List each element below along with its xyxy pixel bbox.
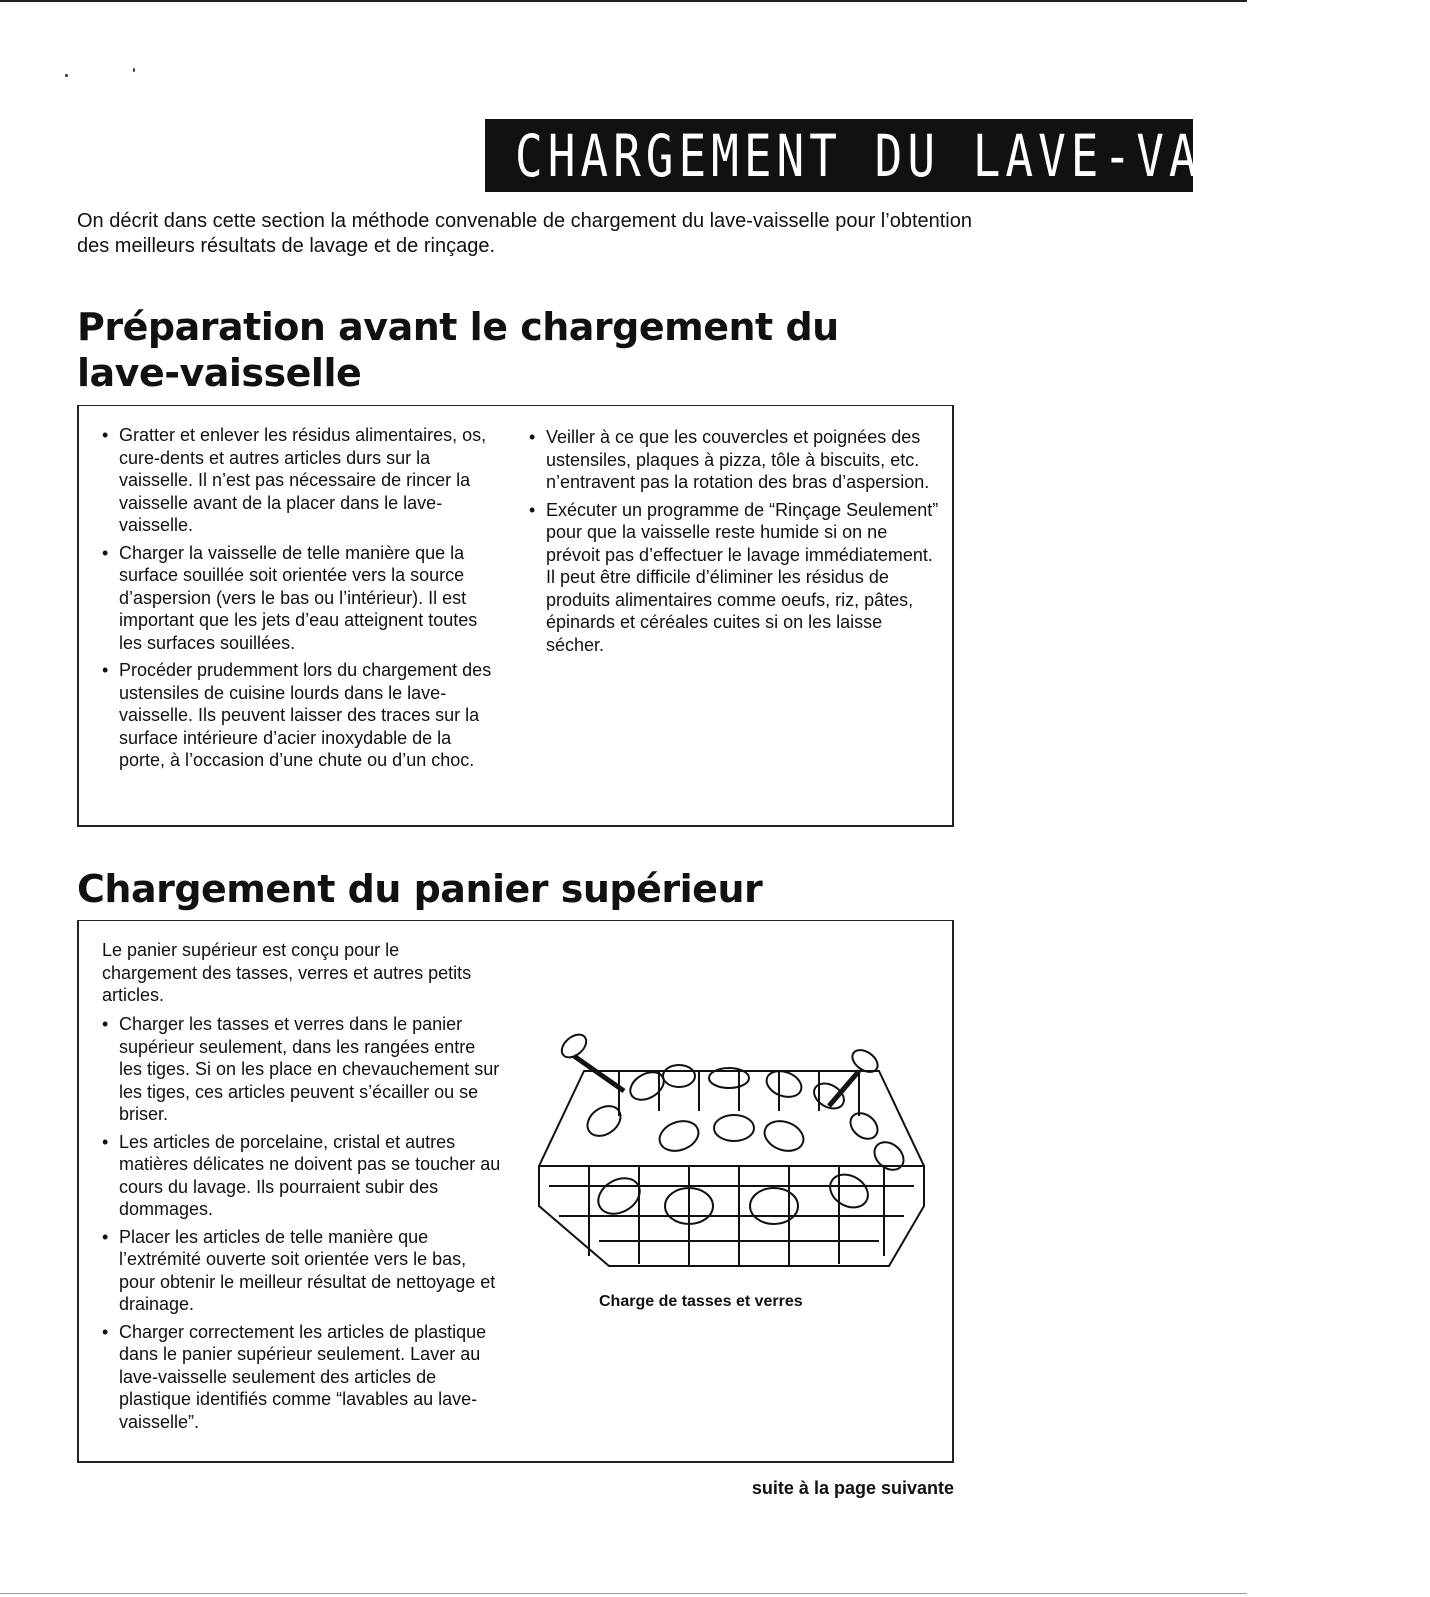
section-title: CHARGEMENT DU LAVE-VAISSELLE [515, 121, 1430, 190]
list-item-text: Exécuter un programme de “Rinçage Seulement” pour que la vaisselle reste humide si on ne prévoit pas d’effectuer le lavage immédiatement. Il peut être difficile d’éliminer les résidus de produits alimentaires comme oeufs, riz, pâtes, épinards et céréales cuites si on les laisse sécher. [546, 499, 939, 655]
list-item [102, 1226, 502, 1316]
bullet-icon: • [529, 499, 536, 520]
preparation-heading: Préparation avant le chargement du lave-vaisselle [77, 305, 839, 395]
bullet-icon: • [102, 660, 109, 680]
list-item [102, 424, 502, 537]
rack-frame [539, 1071, 924, 1266]
upper-rack-intro: Le panier supérieur est conçu pour le chargement des tasses, verres et autres petits articles. [102, 940, 472, 1005]
list-item [102, 1013, 502, 1126]
bullet-icon: • [102, 425, 109, 445]
preparation-box [77, 405, 954, 827]
bottom-border [0, 1593, 1247, 1594]
list-item-text: Charger correctement les articles de plastique dans le panier supérieur seulement. Laver au lave-vaisselle seulement des articles de plastique identifiés comme “lavables au lave-vaisselle”. [119, 1321, 487, 1432]
upper-rack-heading: Chargement du panier supérieur [77, 867, 763, 911]
section-header-bar [485, 119, 1430, 192]
list-item [102, 1321, 502, 1434]
list-item-text: Gratter et enlever les résidus alimentaires, os, cure-dents et autres articles durs sur la vaisselle. Il n’est pas nécessaire de rincer la vaisselle avant de la placer dans le lave-vaisselle. [119, 425, 487, 535]
list-item-text: Charger les tasses et verres dans le panier supérieur seulement, dans les rangées entre les tiges. Si on les place en chevauchement sur les tiges, ces articles peuvent s’écailler ou se briser. [119, 1014, 500, 1124]
bullet-icon: • [102, 1014, 109, 1034]
list-item-text: Charger la vaisselle de telle manière que la surface souillée soit orientée vers la source d’aspersion (vers le bas ou l’intérieur). Il est important que les jets d’eau atteignent toutes les surfaces souillées. [119, 542, 478, 653]
illustration-caption: Charge de tasses et verres [599, 1293, 803, 1310]
list-item-text: Procéder prudemment lors du chargement des ustensiles de cuisine lourds dans le lave-vaisselle. Ils peuvent laisser des traces sur la surface intérieure d’acier inoxydable de la porte, à l’occasion d’une chute ou d’un choc. [119, 660, 492, 770]
bullet-icon: • [102, 542, 109, 563]
top-border [0, 0, 1247, 2]
list-item-text: Placer les articles de telle manière que l’extrémité ouverte soit orientée vers le bas, pour obtenir le meilleur résultat de nettoyage et drainage. [119, 1226, 496, 1314]
scan-speck [65, 74, 68, 77]
dish-rack-illustration [529, 1016, 929, 1296]
bullet-icon: • [102, 1321, 109, 1342]
scan-speck [133, 68, 135, 72]
preparation-left-list [102, 424, 502, 777]
list-item [102, 659, 502, 772]
upper-rack-list [102, 1013, 502, 1438]
bullet-icon: • [529, 427, 536, 447]
list-item [102, 1131, 502, 1221]
bullet-icon: • [102, 1131, 109, 1152]
list-item [529, 426, 939, 494]
bullet-icon: • [102, 1226, 109, 1247]
list-item [102, 542, 502, 655]
intro-paragraph: On décrit dans cette section la méthode convenable de chargement du lave-vaisselle pour l’obtention des meilleurs résultats de lavage et de rinçage. [77, 210, 972, 257]
continued-note: suite à la page suivante [751, 1478, 954, 1498]
list-item-text: Les articles de porcelaine, cristal et autres matières délicates ne doivent pas se toucher au cours du lavage. Ils pourraient subir des dommages. [119, 1131, 501, 1219]
list-item-text: Veiller à ce que les couvercles et poignées des ustensiles, plaques à pizza, tôle à biscuits, etc. n’entravent pas la rotation des bras d’aspersion. [546, 427, 930, 492]
upper-rack-box [77, 920, 954, 1463]
preparation-right-list [529, 426, 939, 661]
list-item [529, 499, 939, 657]
